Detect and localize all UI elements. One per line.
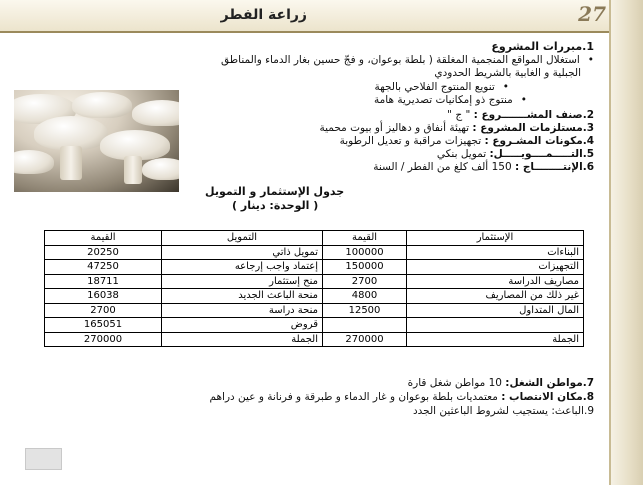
cell: الجملة bbox=[407, 332, 584, 347]
bullet-item: • استغلال المواقع المنجمية المغلقة ( بلطة بوعوان، و فجّ حسين بغار الدماء والمناطق bbox=[221, 54, 594, 66]
decorative-margin bbox=[609, 0, 643, 485]
cell: التجهيزات bbox=[407, 260, 584, 275]
col-header-value: القيمة bbox=[45, 231, 162, 246]
page-header bbox=[0, 0, 609, 33]
blank-button[interactable] bbox=[25, 448, 62, 470]
cell: الجملة bbox=[162, 332, 323, 347]
col-header-investment: الإستثمار bbox=[407, 231, 584, 246]
project-requirements: 3.مستلزمات المشروع : تهيئة أنفاق و دهاليز أو بيوت محمية bbox=[319, 122, 594, 134]
project-location: 8.مكان الانتصاب : معتمديات بلطة بوعوان و غار الدماء و طبرقة و فرنانة و عين دراهم bbox=[209, 391, 594, 403]
cell: مصاريف الدراسة bbox=[407, 274, 584, 289]
cell: المال المتداول bbox=[407, 303, 584, 318]
cell: قروض bbox=[162, 318, 323, 333]
project-category: 2.صنف المشـــــــروع : " ج " bbox=[447, 109, 594, 121]
table-row bbox=[45, 245, 584, 260]
cell: 4800 bbox=[323, 289, 407, 304]
cell: منحة الباعث الجديد bbox=[162, 289, 323, 304]
col-header-financing: التمويل bbox=[162, 231, 323, 246]
section-heading-justification: 1.مبررات المشروع bbox=[491, 40, 594, 53]
cell: البناءات bbox=[407, 245, 584, 260]
bullet-item: • منتوج ذو إمكانيات تصديرية هامة bbox=[374, 94, 527, 106]
cell: 150000 bbox=[323, 260, 407, 275]
project-components: 4.مكونات المشـروع : تجهيزات مراقبة و تعديل الرطوبة bbox=[339, 135, 594, 147]
cell: 47250 bbox=[45, 260, 162, 275]
promoter-requirement: 9.الباعث: يستجيب لشروط الباعثين الجدد bbox=[413, 405, 594, 417]
project-production: 6.الإنتــــــــاج : 150 ألف كلغ من الفطر / السنة bbox=[373, 161, 594, 173]
cell: 2700 bbox=[323, 274, 407, 289]
project-financing: 5.التـــــمــــويـــــل: تمويل بنكي bbox=[436, 148, 594, 160]
table-unit: ( الوحدة: دينار ) bbox=[232, 199, 319, 212]
bullet-item: • تنويع المنتوج الفلاحي بالجهة bbox=[375, 81, 509, 93]
cell: غير ذلك من المصاريف bbox=[407, 289, 584, 304]
cell: 12500 bbox=[323, 303, 407, 318]
table-total-row bbox=[45, 332, 584, 347]
cell: 100000 bbox=[323, 245, 407, 260]
cell: 16038 bbox=[45, 289, 162, 304]
col-header-value: القيمة bbox=[323, 231, 407, 246]
cell bbox=[407, 318, 584, 333]
cell: تمويل ذاتي bbox=[162, 245, 323, 260]
cell: 270000 bbox=[323, 332, 407, 347]
bullet-item-continuation: الجبلية و الغابية بالشريط الحدودي bbox=[434, 67, 581, 79]
page-number: 27 bbox=[578, 2, 606, 26]
cell: 270000 bbox=[45, 332, 162, 347]
table-title: جدول الإستثمار و التمويل bbox=[205, 185, 345, 198]
cell: 20250 bbox=[45, 245, 162, 260]
cell: 18711 bbox=[45, 274, 162, 289]
cell: منح إستثمار bbox=[162, 274, 323, 289]
table-row bbox=[45, 260, 584, 275]
mushroom-photo bbox=[14, 90, 179, 192]
cell: منحة دراسة bbox=[162, 303, 323, 318]
investment-financing-table bbox=[44, 230, 584, 347]
cell: 165051 bbox=[45, 318, 162, 333]
cell bbox=[323, 318, 407, 333]
cell: 2700 bbox=[45, 303, 162, 318]
table-row bbox=[45, 318, 584, 333]
jobs-created: 7.مواطن الشغل: 10 مواطن شغل قارة bbox=[407, 377, 594, 389]
cell: إعتماد واجب إرجاعه bbox=[162, 260, 323, 275]
table-row bbox=[45, 274, 584, 289]
table-header-row bbox=[45, 231, 584, 246]
page-title: زراعة الفطر bbox=[220, 7, 307, 23]
table-row bbox=[45, 289, 584, 304]
table-row bbox=[45, 303, 584, 318]
